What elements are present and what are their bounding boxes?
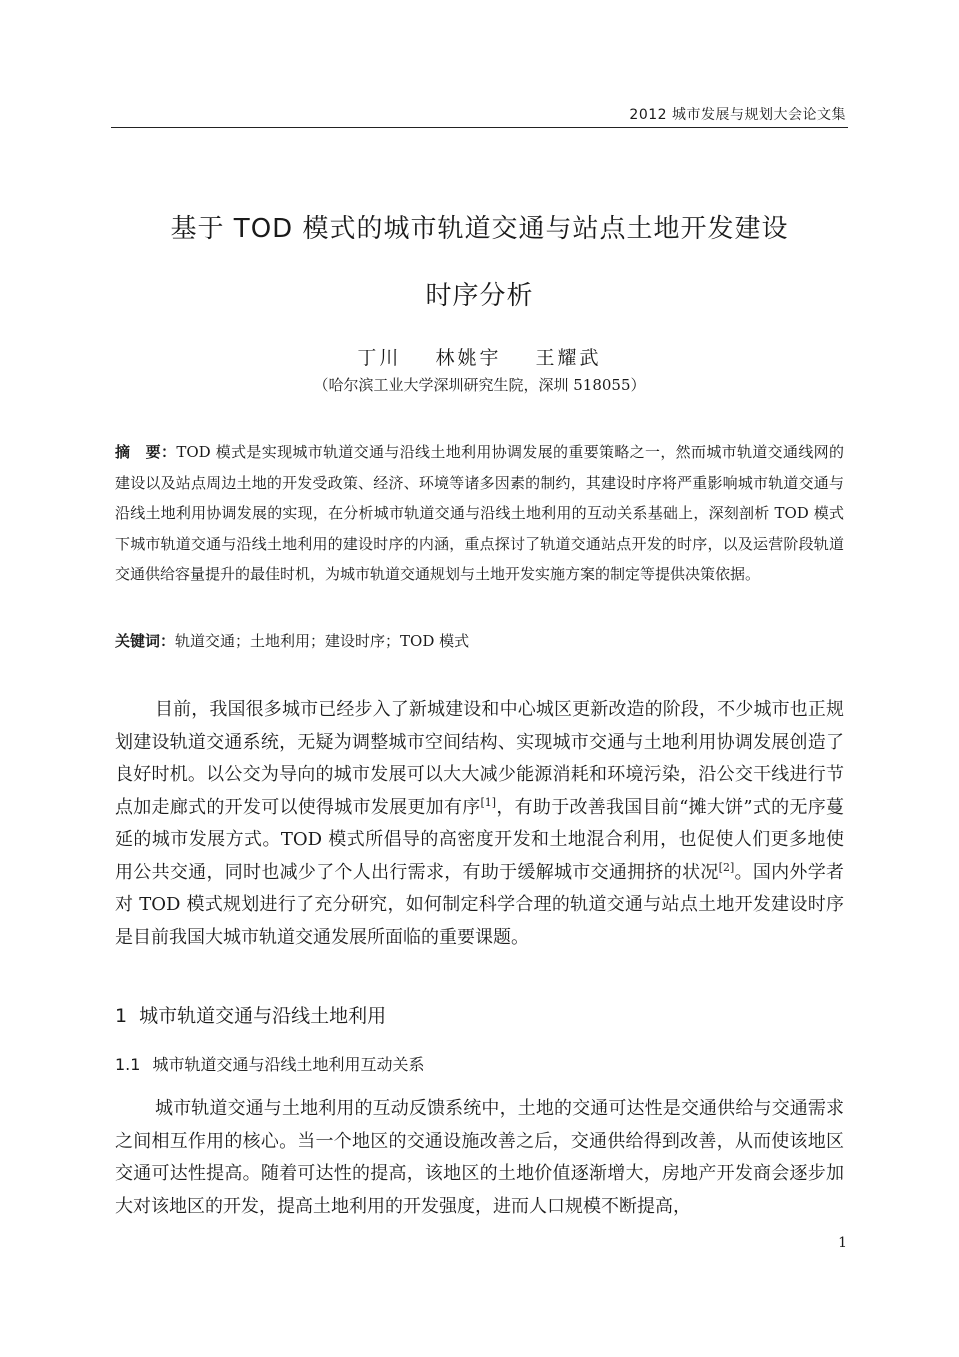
intro-text-part3: 。国内外学者对 TOD 模式规划进行了充分研究，如何制定科学合理的轨道交通与站点土地开发建设时序是目前我国大城市轨道交通发展所面临的重要课题。 <box>115 861 845 948</box>
section-heading-1 <box>115 1001 386 1028</box>
subsection-number: 1.1 <box>115 1055 141 1074</box>
header-rule <box>111 127 848 128</box>
citation-2: [2] <box>718 860 735 874</box>
keywords-label: 关键词： <box>115 632 176 650</box>
abstract-text: TOD 模式是实现城市轨道交通与沿线土地利用协调发展的重要策略之一，然而城市轨道交通线网的建设以及站点周边土地的开发受政策、经济、环境等诸多因素的制约，其建设时序将严重影响城市轨道交通与沿线土地利用协调发展的实现，在分析城市轨道交通与沿线土地利用的互动关系基础上，深刻剖析 TOD 模式下城市轨道交通与沿线土地利用的建设时序的内涵，重点探讨了轨道交通站点开发的时序，以及运营阶段轨道交通供给容量提升的最佳时机，为城市轨道交通规划与土地开发实施方案的制定等提供决策依据。 <box>115 443 844 583</box>
keywords-text: 轨道交通；土地利用；建设时序；TOD 模式 <box>175 632 470 650</box>
abstract-label: 摘 要： <box>115 443 177 461</box>
author-2: 林姚宇 <box>435 347 502 369</box>
section-1-1-paragraph: 城市轨道交通与土地利用的互动反馈系统中，土地的交通可达性是交通供给与交通需求之间相互作用的核心。当一个地区的交通设施改善之后，交通供给得到改善，从而使该地区交通可达性提高。随着可达性的提高，该地区的土地价值逐渐增大，房地产开发商会逐步加大对该地区的开发，提高土地利用的开发强度，进而人口规模不断提高， <box>115 1098 844 1217</box>
author-1: 丁川 <box>357 347 402 369</box>
affiliation: （哈尔滨工业大学深圳研究生院，深圳 518055） <box>313 376 646 394</box>
running-header: 2012 城市发展与规划大会论文集 <box>629 107 846 123</box>
abstract <box>115 437 844 590</box>
intro-text-part2: ，有助于改善我国目前“摊大饼”式的无序蔓延的城市发展方式。TOD 模式所倡导的高密度开发和土地混合利用，也促使人们更多地使用公共交通，同时也减少了个人出行需求，有助于缓解城市交通拥挤的状况 <box>115 796 844 883</box>
paper-title-line1: 基于 TOD 模式的城市轨道交通与站点土地开发建设 <box>170 214 789 244</box>
intro-text-part1: 目前，我国很多城市已经步入了新城建设和中心城区更新改造的阶段，不少城市也正规划建设轨道交通系统，无疑为调整城市空间结构、实现城市交通与土地利用协调发展创造了良好时机。以公交为导向的城市发展可以大大减少能源消耗和环境污染，沿公交干线进行节点加走廊式的开发可以使得城市发展更加有序 <box>115 699 844 818</box>
keywords <box>115 630 844 651</box>
page-number: 1 <box>838 1235 847 1251</box>
paper-title-line2: 时序分析 <box>425 281 534 311</box>
section-title: 城市轨道交通与沿线土地利用 <box>139 1005 387 1027</box>
subsection-heading-1-1 <box>115 1052 424 1075</box>
author-3: 王耀武 <box>535 347 602 369</box>
section-number: 1 <box>115 1005 128 1027</box>
citation-1: [1] <box>480 795 497 809</box>
subsection-title: 城市轨道交通与沿线土地利用互动关系 <box>152 1055 425 1074</box>
author-list <box>111 343 848 370</box>
intro-paragraph <box>115 694 844 954</box>
